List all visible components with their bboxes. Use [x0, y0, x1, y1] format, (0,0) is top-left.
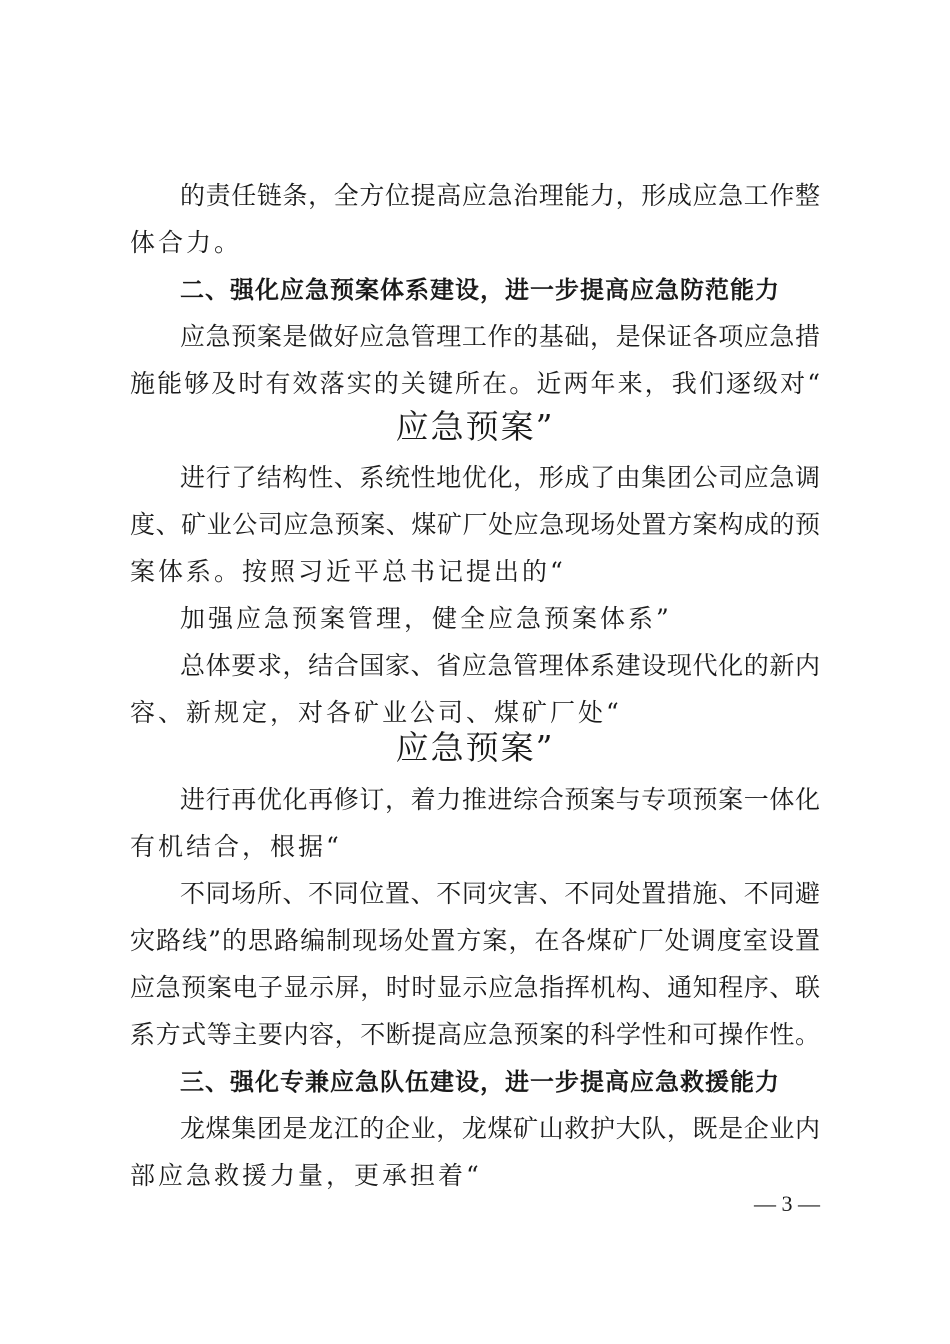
- body-line: 进行了结构性、系统性地优化，形成了由集团公司应急调: [180, 463, 820, 492]
- body-line: 体合力。: [130, 228, 243, 257]
- page-number: — 3 —: [754, 1191, 820, 1216]
- body-line: 总体要求，结合国家、省应急管理体系建设现代化的新内: [180, 651, 820, 680]
- body-line: 应急预案电子显示屏，时时显示应急指挥机构、通知程序、联: [130, 973, 820, 1002]
- body-line: 系方式等主要内容，不断提高应急预案的科学性和可操作性。: [130, 1020, 820, 1049]
- body-line: 部应急救援力量，更承担着“: [130, 1161, 482, 1190]
- emphasis-line: 应急预案”: [395, 407, 555, 446]
- body-line: 应急预案是做好应急管理工作的基础，是保证各项应急措: [180, 322, 820, 351]
- body-line: 的责任链条，全方位提高应急治理能力，形成应急工作整: [180, 181, 820, 210]
- section-heading: 三、强化专兼应急队伍建设，进一步提高应急救援能力: [180, 1068, 780, 1096]
- emphasis-line: 应急预案”: [395, 728, 555, 767]
- body-line: 灾路线”的思路编制现场处置方案，在各煤矿厂处调度室设置: [130, 926, 820, 955]
- body-line: 进行再优化再修订，着力推进综合预案与专项预案一体化: [180, 785, 820, 814]
- body-line: 不同场所、不同位置、不同灾害、不同处置措施、不同避: [180, 879, 820, 908]
- body-line: 有机结合，根据“: [130, 832, 342, 861]
- body-line: 案体系。按照习近平总书记提出的“: [130, 557, 566, 586]
- body-line: 度、矿业公司应急预案、煤矿厂处应急现场处置方案构成的预: [130, 510, 820, 539]
- body-line: 施能够及时有效落实的关键所在。近两年来，我们逐级对“: [130, 369, 820, 398]
- body-line: 龙煤集团是龙江的企业，龙煤矿山救护大队，既是企业内: [180, 1114, 820, 1143]
- body-line: 容、新规定，对各矿业公司、煤矿厂处“: [130, 698, 622, 727]
- body-line: 加强应急预案管理，健全应急预案体系”: [180, 604, 672, 633]
- section-heading: 二、强化应急预案体系建设，进一步提高应急防范能力: [180, 276, 780, 304]
